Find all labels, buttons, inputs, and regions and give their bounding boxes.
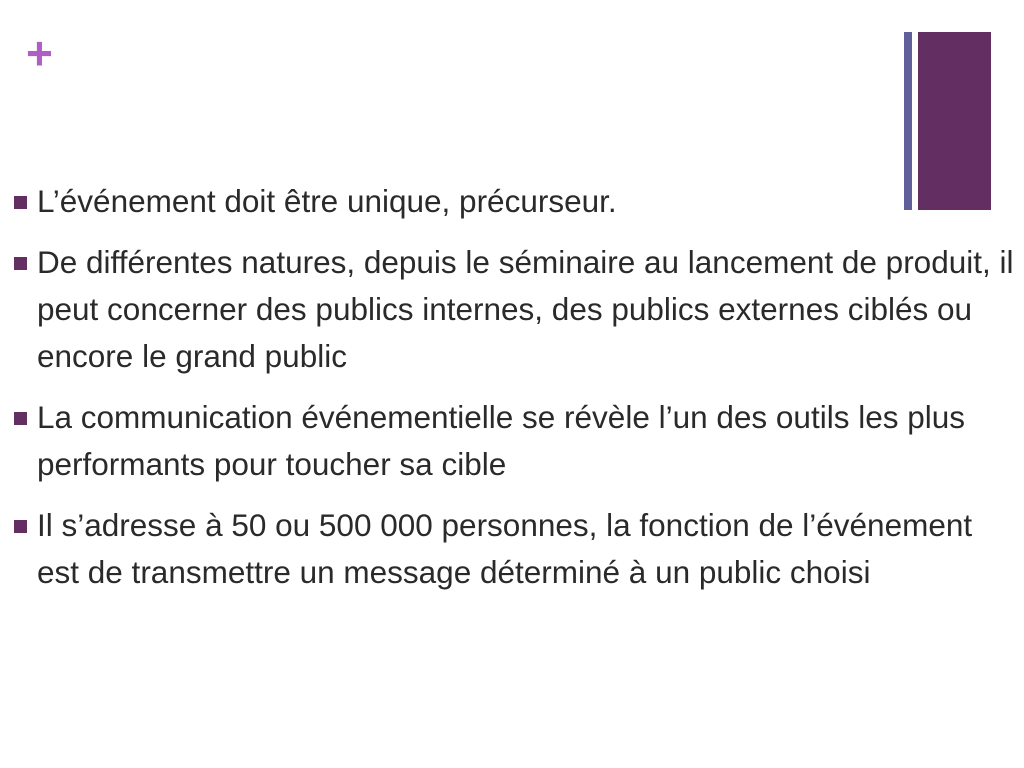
bullet-list	[14, 178, 1014, 610]
bullet-square-icon	[14, 412, 27, 425]
bullet-item	[14, 394, 1014, 488]
bullet-item	[14, 502, 1014, 596]
bullet-item	[14, 178, 1014, 225]
bullet-item	[14, 239, 1014, 380]
plus-marker: +	[26, 27, 53, 79]
bullet-text: De différentes natures, depuis le séminaire au lancement de produit, il peut concerner des publics internes, des publics externes ciblés ou encore le grand public	[37, 244, 1014, 374]
bullet-square-icon	[14, 257, 27, 270]
bullet-text: L’événement doit être unique, précurseur.	[37, 183, 617, 219]
bullet-square-icon	[14, 520, 27, 533]
bullet-square-icon	[14, 196, 27, 209]
bullet-text: La communication événementielle se révèle l’un des outils les plus performants pour toucher sa cible	[37, 399, 966, 482]
bullet-text: Il s’adresse à 50 ou 500 000 personnes, la fonction de l’événement est de transmettre un message déterminé à un public choisi	[37, 507, 973, 590]
